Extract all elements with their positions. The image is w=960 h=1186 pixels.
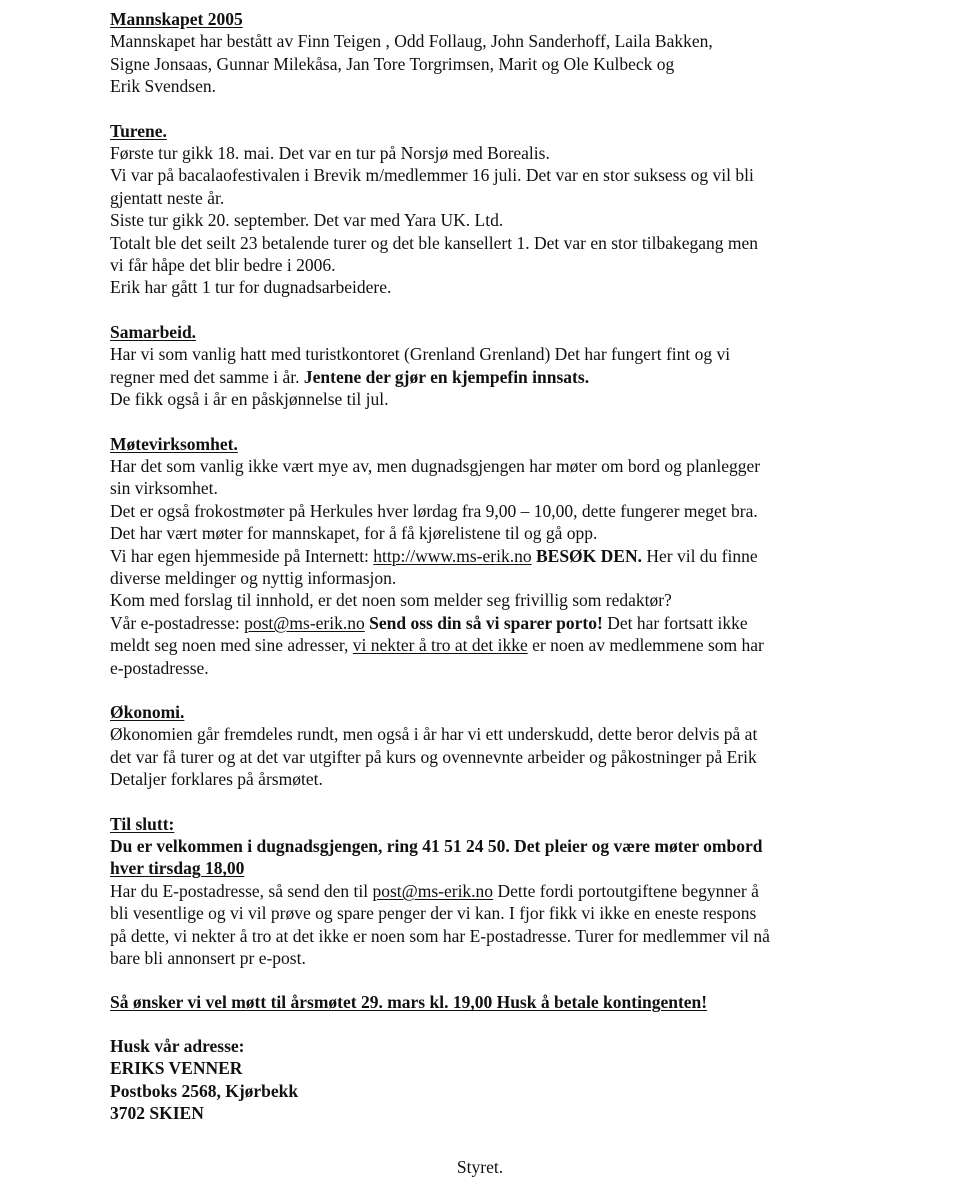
- text-span: Det har fortsatt ikke: [602, 612, 748, 633]
- section-til-slutt: [110, 813, 890, 970]
- address-line: 3702 SKIEN: [110, 1103, 204, 1124]
- text-line: gjentatt neste år.: [110, 187, 225, 208]
- text-line: bli vesentlige og vi vil prøve og spare penger der vi kan. I fjor fikk vi ikke en eneste respons: [110, 903, 757, 924]
- underlined-text: vi nekter å tro at det ikke: [352, 635, 528, 656]
- section-motevirksomhet: [110, 433, 890, 679]
- text-span: meldt seg noen med sine adresser,: [110, 635, 353, 656]
- text-span: Her vil du finne: [641, 545, 758, 566]
- text-line: Kom med forslag til innhold, er det noen som melder seg frivillig som redaktør?: [110, 590, 672, 611]
- text-line: Vi var på bacalaofestivalen i Brevik m/medlemmer 16 juli. Det var en stor suksess og vil bli: [110, 165, 754, 186]
- bold-text: BESØK DEN.: [535, 545, 642, 566]
- text-line: Siste tur gikk 20. september. Det var med Yara UK. Ltd.: [110, 210, 504, 231]
- document-body: [110, 8, 890, 1124]
- address-line: Postboks 2568, Kjørbekk: [110, 1080, 299, 1101]
- text-line: Mannskapet har bestått av Finn Teigen , Odd Follaug, John Sanderhoff, Laila Bakken,: [110, 31, 713, 52]
- section-samarbeid: [110, 321, 890, 411]
- text-line: Første tur gikk 18. mai. Det var en tur på Norsjø med Borealis.: [110, 143, 550, 164]
- heading-okonomi: Økonomi.: [110, 701, 185, 722]
- heading-turene: Turene.: [110, 120, 167, 141]
- text-span: regner med det samme i år.: [110, 366, 304, 387]
- text-line: vi får håpe det blir bedre i 2006.: [110, 255, 336, 276]
- heading-motevirksomhet: Møtevirksomhet.: [110, 433, 238, 454]
- text-span: Vår e-postadresse:: [110, 612, 245, 633]
- text-line: det var få turer og at det var utgifter på kurs og ovennevnte arbeider og påkostninger på Erik: [110, 746, 757, 767]
- text-line: Det har vært møter for mannskapet, for å få kjørelistene til og gå opp.: [110, 523, 598, 544]
- text-line: Har vi som vanlig hatt med turistkontoret (Grenland Grenland) Det har fungert fint og vi: [110, 344, 731, 365]
- text-line: på dette, vi nekter å tro at det ikke er noen som har E-postadresse. Turer for medlemmer vil nå: [110, 925, 770, 946]
- text-span: Vi har egen hjemmeside på Internett:: [110, 545, 374, 566]
- text-line: [110, 545, 890, 567]
- text-line: Totalt ble det seilt 23 betalende turer og det ble kansellert 1. Det var en stor tilbakegang men: [110, 232, 759, 253]
- bold-text: Send oss din så vi sparer porto!: [369, 612, 603, 633]
- section-turene: [110, 120, 890, 299]
- text-line: sin virksomhet.: [110, 478, 218, 499]
- text-line: diverse meldinger og nyttig informasjon.: [110, 567, 397, 588]
- address-block: [110, 1035, 890, 1125]
- bold-text-line: Du er velkommen i dugnadsgjengen, ring 41 51 24 50. Det pleier og være møter ombord: [110, 836, 763, 856]
- text-line: Det er også frokostmøter på Herkules hver lørdag fra 9,00 – 10,00, dette fungerer meget bra.: [110, 500, 758, 521]
- address-line: Husk vår adresse:: [110, 1035, 245, 1056]
- bold-text: Jentene der gjør en kjempefin innsats.: [303, 366, 590, 387]
- text-line: Erik har gått 1 tur for dugnadsarbeidere.: [110, 277, 392, 298]
- text-line: [110, 366, 890, 388]
- text-line: De fikk også i år en påskjønnelse til jul.: [110, 389, 389, 410]
- section-mannskapet: [110, 8, 890, 98]
- email-link[interactable]: post@ms-erik.no: [372, 880, 494, 901]
- heading-mannskapet: Mannskapet 2005: [110, 9, 243, 29]
- signature: Styret.: [456, 1157, 504, 1177]
- text-line: [110, 634, 890, 656]
- text-line: e-postadresse.: [110, 657, 209, 678]
- text-line: Økonomien går fremdeles rundt, men også i år har vi ett underskudd, dette beror delvis på at: [110, 724, 758, 745]
- bold-text-line: [110, 857, 890, 879]
- text-line: Signe Jonsaas, Gunnar Milekåsa, Jan Tore Torgrimsen, Marit og Ole Kulbeck og: [110, 53, 675, 74]
- underlined-text: Så ønsker vi vel møtt til årsmøtet 29. mars kl. 19,00 Husk å betale kontingenten!: [110, 992, 708, 1013]
- website-link[interactable]: http://www.ms-erik.no: [373, 545, 532, 566]
- text-line: Har det som vanlig ikke vært mye av, men dugnadsgjengen har møter om bord og planlegger: [110, 455, 761, 476]
- text-line: [110, 880, 890, 902]
- text-span: Har du E-postadresse, så send den til: [110, 880, 373, 901]
- text-line: [110, 612, 890, 634]
- text-line: Detaljer forklares på årsmøtet.: [110, 769, 323, 790]
- heading-samarbeid: Samarbeid.: [110, 321, 197, 342]
- underlined-text: hver tirsdag 18,00: [110, 858, 245, 879]
- text-span: Dette fordi portoutgiftene begynner å: [493, 880, 759, 901]
- closing-line: [110, 991, 890, 1013]
- heading-til-slutt: Til slutt:: [110, 813, 175, 834]
- section-okonomi: [110, 701, 890, 791]
- email-link[interactable]: post@ms-erik.no: [244, 612, 365, 633]
- text-line: Erik Svendsen.: [110, 76, 216, 97]
- text-span: er noen av medlemmene som har: [527, 635, 764, 656]
- address-line: ERIKS VENNER: [110, 1058, 243, 1079]
- text-line: bare bli annonsert pr e-post.: [110, 948, 306, 969]
